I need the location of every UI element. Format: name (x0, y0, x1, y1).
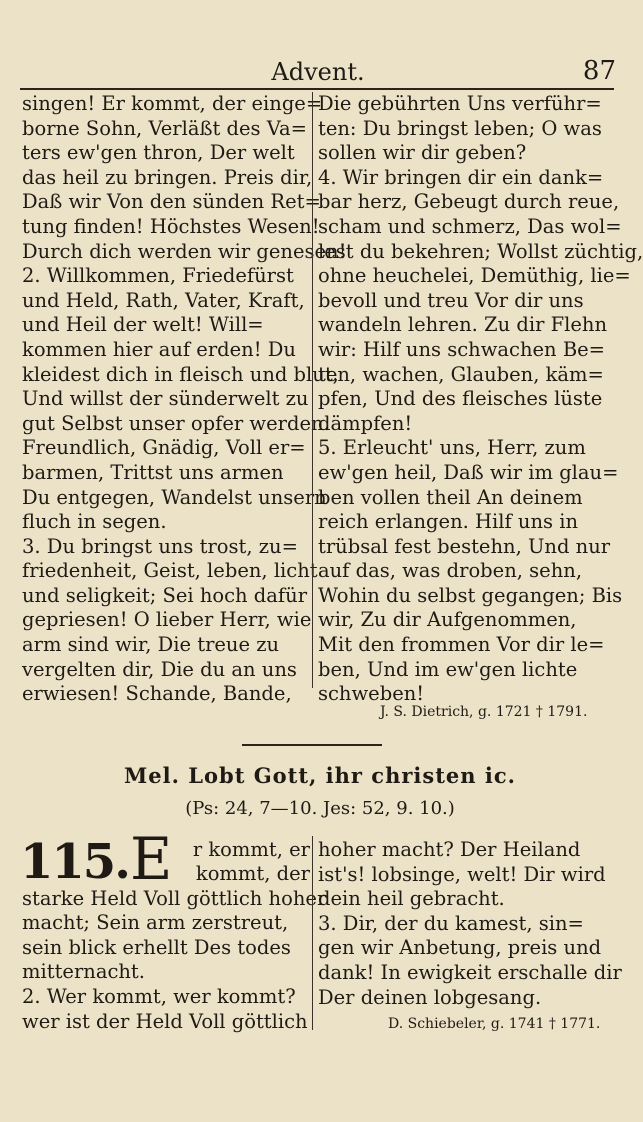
text-line: trübsal fest bestehn, Und nur (318, 534, 611, 558)
section-title: Advent. (271, 58, 365, 86)
text-line: dank! In ewigkeit erschalle dir (318, 960, 622, 984)
text-line: sollen wir dir geben? (318, 141, 527, 165)
text-line: ten, wachen, Glauben, käm= (318, 362, 604, 386)
text-line: bar herz, Gebeugt durch reue, (318, 190, 620, 214)
text-line: borne Sohn, Verläßt des Va= (22, 116, 308, 140)
text-line: dein heil gebracht. (318, 887, 505, 911)
text-line: vergelten dir, Die du an uns (22, 657, 297, 681)
text-line: gen wir Anbetung, preis und (318, 936, 602, 960)
text-line: sein blick erhellt Des todes (22, 935, 291, 959)
text-line: Du entgegen, Wandelst unsern (22, 485, 327, 509)
text-line: Mit den frommen Vor dir le= (318, 633, 605, 657)
text-line: ten: Du bringst leben; O was (318, 116, 602, 140)
text-line: pfen, Und des fleisches lüste (318, 387, 603, 411)
text-line: auf das, was droben, sehn, (318, 559, 583, 583)
text-line: friedenheit, Geist, leben, licht (22, 559, 318, 583)
text-line: wandeln lehren. Zu dir Flehn (318, 313, 608, 337)
text-line: ters ew'gen thron, Der welt (22, 141, 295, 165)
text-line: wir, Zu dir Aufgenommen, (318, 608, 577, 632)
text-line: Daß wir Von den sünden Ret= (22, 190, 321, 214)
left-column-1 (22, 92, 347, 707)
text-line: ben vollen theil An deinem (318, 485, 583, 509)
text-line: 5. Erleucht' uns, Herr, zum (318, 436, 586, 460)
text-line: Der deinen lobgesang. (318, 985, 542, 1009)
text-line: Freundlich, Gnädig, Voll er= (22, 436, 306, 460)
text-line: r kommt, er (192, 838, 310, 861)
right-column-2 (318, 838, 622, 1010)
text-line: arm sind wir, Die treue zu (22, 633, 280, 657)
text-line: schweben! (318, 682, 425, 706)
text-line: gepriesen! O lieber Herr, wie (22, 608, 312, 632)
left-column-2-beside-cap (186, 838, 310, 863)
text-line: kommt, der (195, 862, 310, 885)
text-line: hoher macht? Der Heiland (318, 838, 581, 861)
column-divider (312, 836, 313, 1030)
text-line: wir: Hilf uns schwachen Be= (318, 337, 606, 361)
text-line: ist's! lobsinge, welt! Dir wird (318, 862, 606, 886)
text-line: 4. Wir bringen dir ein dank= (318, 165, 604, 189)
text-line: wer ist der Held Voll göttlich (22, 1009, 308, 1033)
hymn-number: 115. (20, 834, 129, 890)
text-line: mitternacht. (22, 960, 145, 984)
text-line: Die gebührten Uns verführ= (318, 92, 602, 115)
author-attribution: D. Schiebeler, g. 1741 † 1771. (388, 1016, 601, 1032)
text-line: kommen hier auf erden! Du (22, 337, 296, 361)
header-rule (20, 88, 614, 90)
text-line: ben, Und im ew'gen lichte (318, 657, 578, 681)
text-line: 2. Willkommen, Friedefürst (22, 264, 294, 288)
right-column-1 (318, 92, 643, 707)
left-column-2 (22, 862, 327, 1034)
running-header (20, 54, 616, 88)
text-line: 3. Du bringst uns trost, zu= (22, 534, 298, 558)
text-line: Wohin du selbst gegangen; Bis (318, 583, 623, 607)
text-line: und Heil der welt! Will= (22, 313, 264, 337)
text-line: und Held, Rath, Vater, Kraft, (22, 288, 305, 312)
text-line: lest du bekehren; Wollst züchtig, (318, 239, 643, 263)
text-line: das heil zu bringen. Preis dir, (22, 165, 313, 189)
text-line: reich erlangen. Hilf uns in (318, 510, 579, 534)
text-line: starke Held Voll göttlich hoher (22, 886, 327, 910)
text-line: gut Selbst unser opfer werden. (22, 411, 330, 435)
text-line: ohne heuchelei, Demüthig, lie= (318, 264, 631, 288)
text-line: ew'gen heil, Daß wir im glau= (318, 460, 619, 484)
text-line: dämpfen! (318, 411, 413, 435)
column-divider (312, 92, 313, 688)
text-line: macht; Sein arm zerstreut, (22, 911, 289, 935)
text-line: singen! Er kommt, der einge= (22, 92, 323, 115)
melody-line: Mel. Lobt Gott, ihr christen ic. (124, 763, 516, 788)
text-line: bevoll und treu Vor dir uns (318, 288, 584, 312)
text-line: scham und schmerz, Das wol= (318, 214, 622, 238)
scripture-reference: (Ps: 24, 7—10. Jes: 52, 9. 10.) (185, 798, 455, 819)
text-line: Durch dich werden wir genesen! (22, 239, 347, 263)
text-line: tung finden! Höchstes Wesen! (22, 214, 320, 238)
text-line: erwiesen! Schande, Bande, (22, 682, 292, 706)
text-line: und seligkeit; Sei hoch dafür (22, 583, 308, 607)
author-attribution: J. S. Dietrich, g. 1721 † 1791. (380, 704, 588, 720)
text-line: barmen, Trittst uns armen (22, 460, 284, 484)
drop-cap: E (130, 825, 173, 893)
section-rule (242, 744, 382, 746)
text-line: 2. Wer kommt, wer kommt? (22, 984, 296, 1008)
text-line: fluch in segen. (22, 510, 167, 534)
page-number: 87 (582, 56, 616, 86)
text-line: 3. Dir, der du kamest, sin= (318, 911, 584, 935)
text-line: Und willst der sünderwelt zu (22, 387, 309, 411)
text-line: kleidest dich in fleisch und blut, (22, 362, 339, 386)
